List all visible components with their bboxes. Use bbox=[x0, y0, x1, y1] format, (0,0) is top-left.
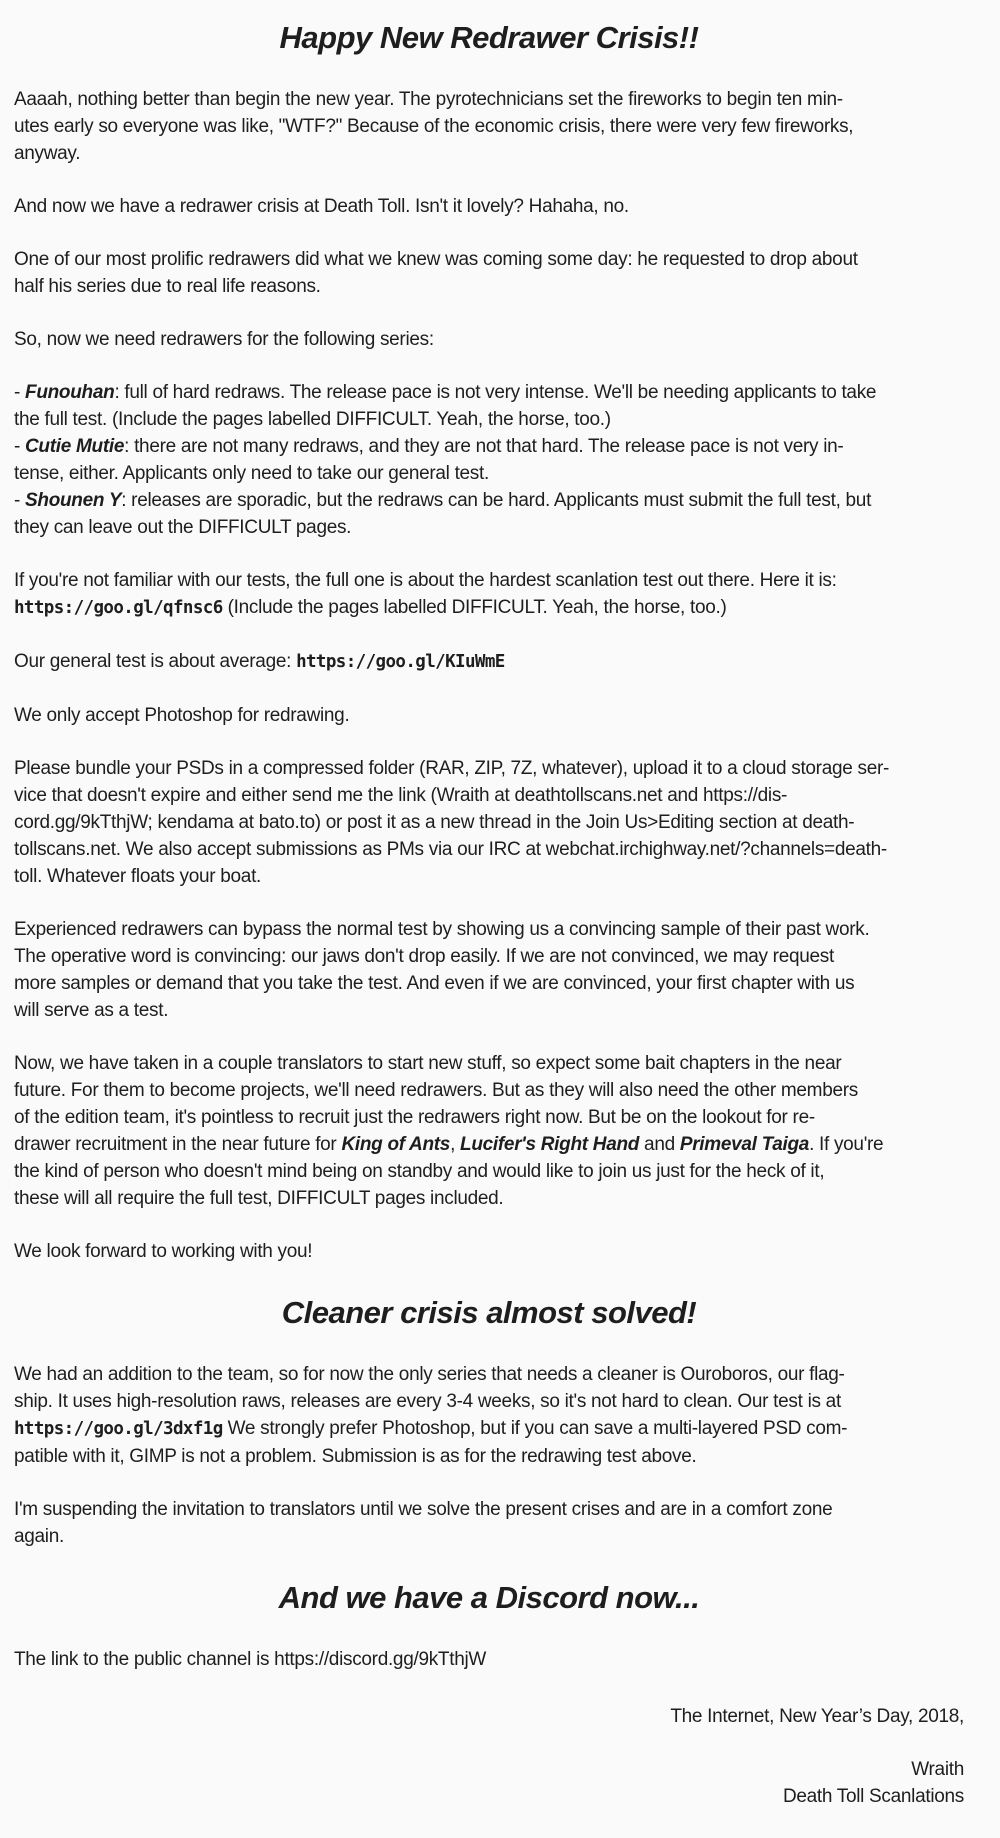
text-run: tollscans.net. We also accept submissions as PMs via our IRC at webchat.irchighway.net/?channels=death- bbox=[14, 839, 887, 860]
paragraph-full-test bbox=[14, 567, 964, 622]
text-run: again. bbox=[14, 1526, 64, 1547]
text-line bbox=[14, 567, 964, 594]
text-run: more samples or demand that you take the test. And even if we are convinced, your first chapter with us bbox=[14, 973, 855, 994]
text-run: Happy New Redrawer Crisis!! bbox=[279, 20, 699, 55]
text-run: utes early so everyone was like, "WTF?" Because of the economic crisis, there were very few fireworks, bbox=[14, 116, 854, 137]
text-line bbox=[14, 514, 964, 541]
text-line bbox=[14, 755, 964, 782]
text-line bbox=[14, 970, 964, 997]
text-run: - bbox=[14, 436, 26, 457]
text-run: the full test. (Include the pages labelled DIFFICULT. Yeah, the horse, too.) bbox=[14, 409, 611, 430]
text-line bbox=[14, 836, 964, 863]
text-run: Please bundle your PSDs in a compressed folder (RAR, ZIP, 7Z, whatever), upload it to a cloud storage ser- bbox=[14, 758, 890, 779]
text-line bbox=[14, 648, 964, 676]
page-title bbox=[14, 16, 964, 60]
text-run: anyway. bbox=[14, 143, 81, 164]
text-line bbox=[14, 782, 964, 809]
text-run: these will all require the full test, DIFFICULT pages included. bbox=[14, 1188, 504, 1209]
text-run: We had an addition to the team, so for now the only series that needs a cleaner is Ouroboros, our flag- bbox=[14, 1364, 845, 1385]
text-run: patible with it, GIMP is not a problem. Submission is as for the redrawing test above. bbox=[14, 1446, 697, 1467]
signature-date bbox=[14, 1703, 964, 1730]
text-run: toll. Whatever floats your boat. bbox=[14, 866, 262, 887]
text-line bbox=[14, 86, 964, 113]
text-run: Death Toll Scanlations bbox=[782, 1786, 964, 1807]
text-run: Cleaner crisis almost solved! bbox=[281, 1295, 697, 1330]
text-line bbox=[14, 140, 964, 167]
text-run: Aaaah, nothing better than begin the new year. The pyrotechnicians set the fireworks to begin ten min- bbox=[14, 89, 843, 110]
text-run: cord.gg/9kTthjW; kendama at bato.to) or post it as a new thread in the Join Us>Editing section at death- bbox=[14, 812, 855, 833]
section-heading-cleaner bbox=[14, 1291, 964, 1335]
emphasis-text: King of Ants bbox=[341, 1134, 451, 1155]
text-run: future. For them to become projects, we'll need redrawers. But as they will also need the other members bbox=[14, 1080, 858, 1101]
text-run: - bbox=[14, 382, 26, 403]
text-line bbox=[14, 997, 964, 1024]
text-run: they can leave out the DIFFICULT pages. bbox=[14, 517, 352, 538]
text-line bbox=[14, 379, 964, 406]
text-line bbox=[14, 916, 964, 943]
text-run: And we have a Discord now... bbox=[278, 1580, 700, 1615]
emphasis-text: Lucifer's Right Hand bbox=[460, 1134, 640, 1155]
paragraph-photoshop-only bbox=[14, 702, 964, 729]
paragraph-look-forward bbox=[14, 1238, 964, 1265]
text-line bbox=[14, 1756, 964, 1783]
text-line bbox=[14, 1443, 964, 1470]
text-run: : full of hard redraws. The release pace is not very intense. We'll be needing applicants to take bbox=[114, 382, 877, 403]
text-run: vice that doesn't expire and either send me the link (Wraith at deathtollscans.net and https://dis- bbox=[14, 785, 788, 806]
text-line bbox=[14, 1361, 964, 1388]
text-run: - bbox=[14, 490, 26, 511]
text-line bbox=[14, 193, 964, 220]
text-line bbox=[14, 1576, 964, 1620]
url-text: https://goo.gl/qfnsc6 bbox=[14, 598, 223, 618]
text-line bbox=[14, 1523, 964, 1550]
text-line bbox=[14, 326, 964, 353]
text-run: the kind of person who doesn't mind being on standby and would like to join us just for the heck of it, bbox=[14, 1161, 825, 1182]
text-line bbox=[14, 1415, 964, 1443]
text-run: (Include the pages labelled DIFFICULT. Yeah, the horse, too.) bbox=[222, 597, 727, 618]
text-line bbox=[14, 702, 964, 729]
text-run: I'm suspending the invitation to translators until we solve the present crises and are in a comfort zone bbox=[14, 1499, 833, 1520]
emphasis-text: Shounen Y bbox=[25, 490, 122, 511]
text-line bbox=[14, 487, 964, 514]
text-run: We strongly prefer Photoshop, but if you can save a multi-layered PSD com- bbox=[222, 1418, 848, 1439]
paragraph-need-redrawers bbox=[14, 326, 964, 353]
text-run: : releases are sporadic, but the redraws can be hard. Applicants must submit the full test, but bbox=[121, 490, 872, 511]
text-line bbox=[14, 113, 964, 140]
text-line bbox=[14, 1238, 964, 1265]
text-line bbox=[14, 809, 964, 836]
text-line bbox=[14, 1185, 964, 1212]
text-run: drawer recruitment in the near future for bbox=[14, 1134, 342, 1155]
text-run: Our general test is about average: bbox=[14, 651, 297, 672]
text-line bbox=[14, 1783, 964, 1810]
paragraph-future-projects bbox=[14, 1050, 964, 1212]
text-line bbox=[14, 16, 964, 60]
text-run: We look forward to working with you! bbox=[14, 1241, 313, 1262]
paragraph-submission bbox=[14, 755, 964, 890]
text-line bbox=[14, 1077, 964, 1104]
emphasis-text: Funouhan bbox=[25, 382, 115, 403]
text-run: , bbox=[450, 1134, 461, 1155]
text-run: ship. It uses high-resolution raws, releases are every 3-4 weeks, so it's not hard to clean. Our test is at bbox=[14, 1391, 841, 1412]
text-run: of the edition team, it's pointless to recruit just the redrawers right now. But be on the lookout for re- bbox=[14, 1107, 815, 1128]
text-run: Now, we have taken in a couple translators to start new stuff, so expect some bait chapters in the near bbox=[14, 1053, 842, 1074]
url-text: https://goo.gl/3dxf1g bbox=[14, 1419, 223, 1439]
text-line bbox=[14, 1703, 964, 1730]
text-line bbox=[14, 1050, 964, 1077]
text-line bbox=[14, 1158, 964, 1185]
text-run: tense, either. Applicants only need to take our general test. bbox=[14, 463, 489, 484]
text-run: So, now we need redrawers for the following series: bbox=[14, 329, 434, 350]
text-run: and bbox=[639, 1134, 680, 1155]
emphasis-text: Cutie Mutie bbox=[25, 436, 125, 457]
text-run: half his series due to real life reasons. bbox=[14, 276, 321, 297]
paragraph-cleaner bbox=[14, 1361, 964, 1470]
text-line bbox=[14, 1646, 964, 1673]
text-line bbox=[14, 1291, 964, 1335]
text-line bbox=[14, 246, 964, 273]
text-line bbox=[14, 406, 964, 433]
text-line bbox=[14, 1388, 964, 1415]
paragraph-prolific-redrawer bbox=[14, 246, 964, 300]
url-text: https://goo.gl/KIuWmE bbox=[296, 652, 505, 672]
paragraph-discord-link bbox=[14, 1646, 964, 1673]
text-run: One of our most prolific redrawers did what we knew was coming some day: he requested to drop about bbox=[14, 249, 858, 270]
text-line bbox=[14, 460, 964, 487]
text-line bbox=[14, 1104, 964, 1131]
text-line bbox=[14, 943, 964, 970]
paragraph-intro bbox=[14, 86, 964, 167]
text-run: Experienced redrawers can bypass the normal test by showing us a convincing sample of their past work. bbox=[14, 919, 870, 940]
text-run: And now we have a redrawer crisis at Death Toll. Isn't it lovely? Hahaha, no. bbox=[14, 196, 629, 217]
text-run: . If you're bbox=[809, 1134, 884, 1155]
section-heading-discord bbox=[14, 1576, 964, 1620]
text-run: The Internet, New Year’s Day, 2018, bbox=[670, 1706, 964, 1727]
paragraph-general-test bbox=[14, 648, 964, 676]
text-line bbox=[14, 433, 964, 460]
paragraph-crisis bbox=[14, 193, 964, 220]
text-line bbox=[14, 1496, 964, 1523]
text-line bbox=[14, 863, 964, 890]
emphasis-text: Primeval Taiga bbox=[679, 1134, 810, 1155]
text-run: The operative word is convincing: our jaws don't drop easily. If we are not convinced, we may request bbox=[14, 946, 834, 967]
signature-author bbox=[14, 1756, 964, 1810]
text-line bbox=[14, 1131, 964, 1158]
text-run: If you're not familiar with our tests, the full one is about the hardest scanlation test out there. Here it is: bbox=[14, 570, 837, 591]
paragraph-experienced bbox=[14, 916, 964, 1024]
text-run: will serve as a test. bbox=[14, 1000, 169, 1021]
text-line bbox=[14, 273, 964, 300]
text-run: The link to the public channel is https://discord.gg/9kTthjW bbox=[14, 1649, 487, 1670]
text-line bbox=[14, 594, 964, 622]
text-run: Wraith bbox=[911, 1759, 964, 1780]
series-list bbox=[14, 379, 964, 541]
text-run: : there are not many redraws, and they are not that hard. The release pace is not very in- bbox=[124, 436, 844, 457]
paragraph-translators bbox=[14, 1496, 964, 1550]
text-run: We only accept Photoshop for redrawing. bbox=[14, 705, 350, 726]
